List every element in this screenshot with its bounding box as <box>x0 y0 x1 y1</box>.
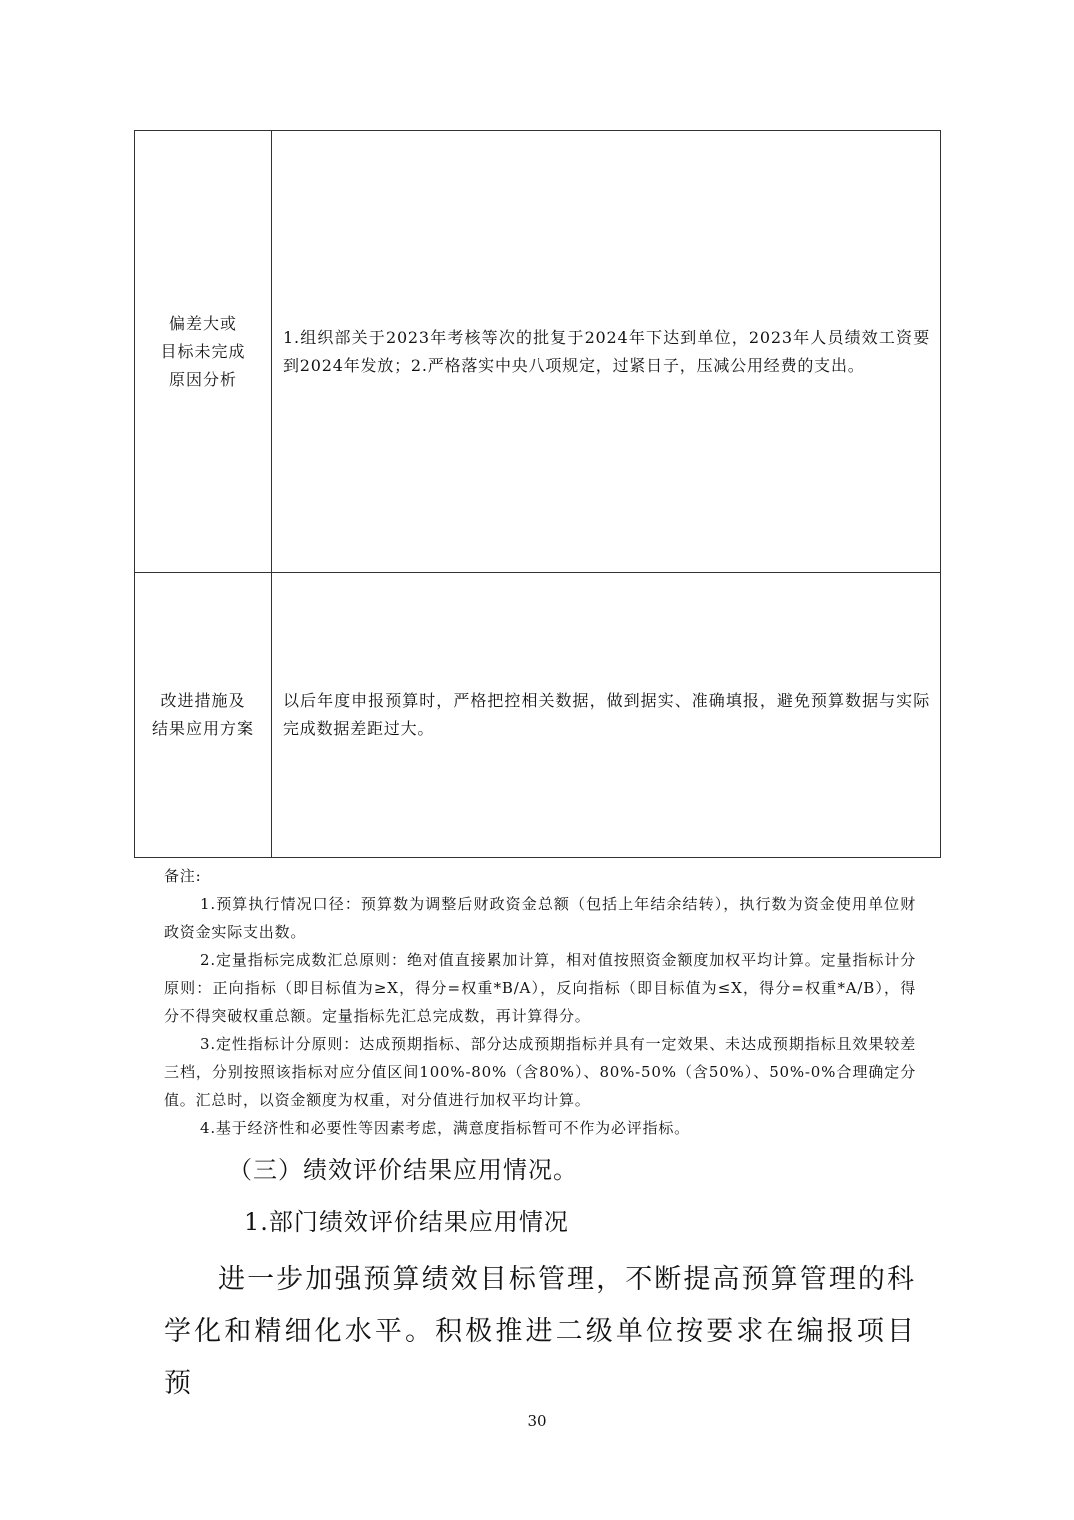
evaluation-table <box>134 130 941 858</box>
notes-title: 备注: <box>164 867 202 885</box>
table-row-deviation-analysis <box>135 131 940 573</box>
page-number: 30 <box>527 1412 547 1430</box>
body-paragraph: 进一步加强预算绩效目标管理，不断提高预算管理的科学化和精细化水平。积极推进二级单位按要求在编报项目预 <box>164 1264 916 1399</box>
note-item: 3.定性指标计分原则：达成预期指标、部分达成预期指标并具有一定效果、未达成预期指标且效果较差三档，分别按照该指标对应分值区间100%-80%（含80%）、80%-50%（含50%）、50%-0%合理确定分值。汇总时，以资金额度为权重，对分值进行加权平均计算。 <box>164 1035 916 1109</box>
subsection-heading: 1.部门绩效评价结果应用情况 <box>244 1208 569 1236</box>
row-content: 1.组织部关于2023年考核等次的批复于2024年下达到单位，2023年人员绩效工资要到2024年发放；2.严格落实中央八项规定，过紧日子，压减公用经费的支出。 <box>283 327 930 375</box>
row-label: 偏差大或 目标未完成 原因分析 <box>160 313 246 389</box>
table-row-improvement-measures <box>135 573 940 857</box>
note-item: 1.预算执行情况口径：预算数为调整后财政资金总额（包括上年结余结转），执行数为资金使用单位财政资金实际支出数。 <box>164 895 916 941</box>
notes-section <box>164 862 916 1142</box>
row-label-cell <box>135 131 272 572</box>
row-content: 以后年度申报预算时，严格把控相关数据，做到据实、准确填报，避免预算数据与实际完成数据差距过大。 <box>283 691 930 738</box>
section-heading: （三）绩效评价结果应用情况。 <box>228 1156 578 1184</box>
row-content-cell <box>272 573 940 857</box>
row-content-cell <box>272 131 940 572</box>
row-label-cell <box>135 573 272 857</box>
note-item: 2.定量指标完成数汇总原则：绝对值直接累加计算，相对值按照资金额度加权平均计算。定量指标计分原则：正向指标（即目标值为≥X，得分=权重*B/A），反向指标（即目标值为≤X，得分=权重*A/B），得分不得突破权重总额。定量指标先汇总完成数，再计算得分。 <box>164 951 916 1025</box>
row-label: 改进措施及 结果应用方案 <box>151 691 254 738</box>
note-item: 4.基于经济性和必要性等因素考虑，满意度指标暂可不作为必评指标。 <box>200 1119 690 1137</box>
